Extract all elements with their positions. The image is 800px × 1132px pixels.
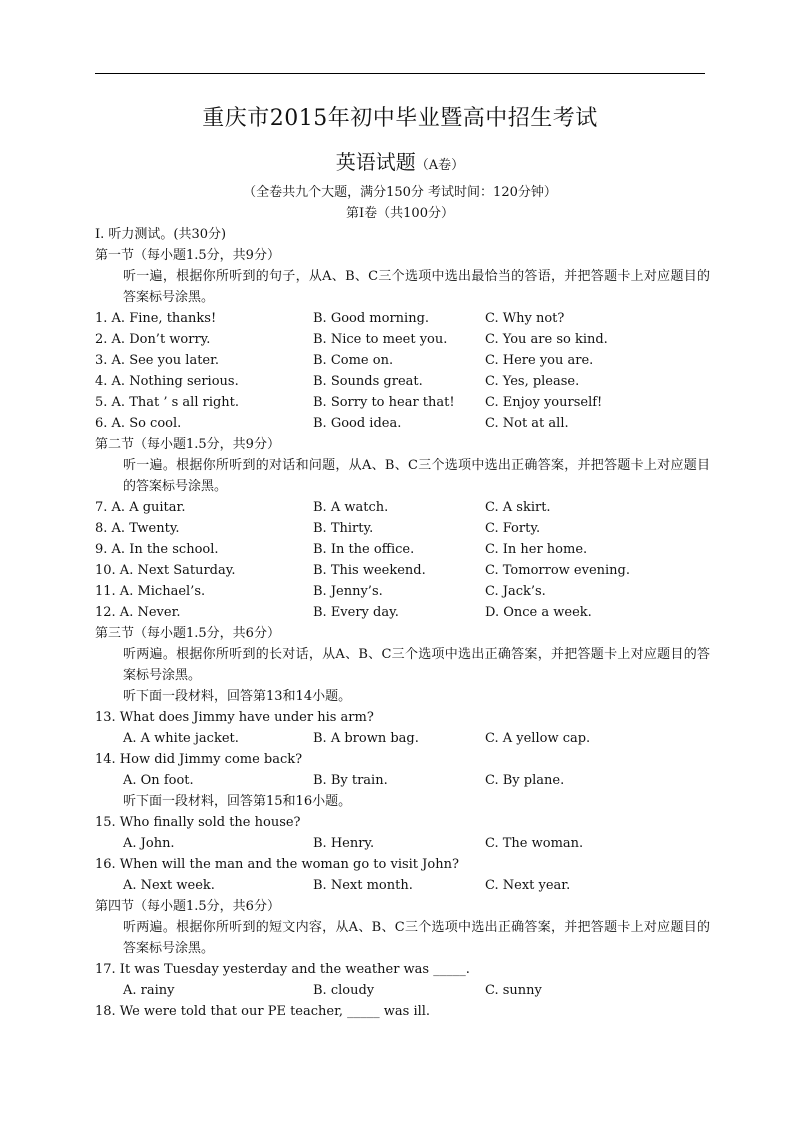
option-c: C. Tomorrow evening. [485, 563, 630, 578]
section-title: 第二节（每小题1.5分，共9分） [95, 437, 280, 452]
question-row [95, 581, 710, 602]
option-b: B. Sounds great. [313, 374, 423, 389]
option-b: B. By train. [313, 773, 388, 788]
option-b: B. Good idea. [313, 416, 402, 431]
option-a: 4. A. Nothing serious. [95, 374, 239, 389]
option-b: B. A watch. [313, 500, 389, 515]
section-title: 第四节（每小题1.5分，共6分） [95, 899, 280, 914]
option-c: C. Here you are. [485, 353, 594, 368]
part-title: I. 听力测试。(共30分) [95, 227, 227, 242]
question-stem: 13. What does Jimmy have under his arm? [95, 710, 374, 725]
question-row [95, 728, 710, 749]
question-stem: 18. We were told that our PE teacher, _____ was ill. [95, 1004, 431, 1019]
volume-title: 第Ⅰ卷（共100分） [346, 206, 454, 221]
option-b: B. Nice to meet you. [313, 332, 448, 347]
option-b: B. In the office. [313, 542, 415, 557]
option-c: C. A skirt. [485, 500, 551, 515]
option-c: C. The woman. [485, 836, 584, 851]
question-row [95, 308, 710, 329]
question-row [95, 560, 710, 581]
question-row [95, 371, 710, 392]
section-instruction: 听两遍。根据你所听到的长对话，从A、B、C三个选项中选出正确答案，并把答题卡上对应题目的答案标号涂黑。 [123, 647, 710, 683]
option-b: B. Sorry to hear that! [313, 395, 455, 410]
option-b: B. Come on. [313, 353, 394, 368]
option-b: B. Good morning. [313, 311, 430, 326]
question-row [95, 980, 710, 1001]
option-a: 5. A. That ’ s all right. [95, 395, 240, 410]
option-c: D. Once a week. [485, 605, 592, 620]
question-row [95, 602, 710, 623]
passage-note: 听下面一段材料，回答第13和14小题。 [123, 689, 352, 704]
option-c: C. In her home. [485, 542, 588, 557]
option-c: C. Forty. [485, 521, 541, 536]
option-a: 9. A. In the school. [95, 542, 219, 557]
question-stem: 16. When will the man and the woman go to visit John? [95, 857, 459, 872]
option-a: A. A white jacket. [123, 731, 239, 746]
option-a: 7. A. A guitar. [95, 500, 186, 515]
option-c: C. Yes, please. [485, 374, 580, 389]
option-c: C. Jack’s. [485, 584, 546, 599]
question-row [95, 518, 710, 539]
option-c: C. Next year. [485, 878, 571, 893]
header-rule [95, 73, 705, 74]
question-row [95, 392, 710, 413]
option-a: A. John. [123, 836, 175, 851]
question-row [95, 770, 710, 791]
option-c: C. sunny [485, 983, 542, 998]
exam-body [95, 224, 710, 1022]
question-row [95, 833, 710, 854]
option-c: C. Enjoy yourself! [485, 395, 603, 410]
section-instruction: 听一遍。根据你所听到的对话和问题，从A、B、C三个选项中选出正确答案，并把答题卡上对应题目的答案标号涂黑。 [123, 458, 710, 494]
option-a: A. On foot. [123, 773, 194, 788]
option-a: 1. A. Fine, thanks! [95, 311, 217, 326]
option-b: B. Henry. [313, 836, 375, 851]
section-instruction: 听两遍。根据你所听到的短文内容，从A、B、C三个选项中选出正确答案，并把答题卡上对应题目的答案标号涂黑。 [123, 920, 710, 956]
question-stem: 15. Who finally sold the house? [95, 815, 301, 830]
option-c: C. Not at all. [485, 416, 569, 431]
exam-title: 重庆市2015年初中毕业暨高中招生考试 [202, 106, 598, 131]
question-row [95, 875, 710, 896]
option-c: C. You are so kind. [485, 332, 608, 347]
section-title: 第三节（每小题1.5分，共6分） [95, 626, 280, 641]
option-a: 6. A. So cool. [95, 416, 182, 431]
option-a: 11. A. Michael’s. [95, 584, 206, 599]
option-a: 8. A. Twenty. [95, 521, 180, 536]
option-b: B. Thirty. [313, 521, 374, 536]
option-c: C. Why not? [485, 311, 565, 326]
passage-note: 听下面一段材料，回答第15和16小题。 [123, 794, 352, 809]
option-a: 3. A. See you later. [95, 353, 220, 368]
option-a: 12. A. Never. [95, 605, 181, 620]
option-b: B. A brown bag. [313, 731, 419, 746]
question-stem: 17. It was Tuesday yesterday and the weather was _____. [95, 962, 470, 977]
section-title: 第一节（每小题1.5分，共9分） [95, 248, 280, 263]
question-row [95, 539, 710, 560]
option-b: B. Next month. [313, 878, 413, 893]
option-a: 10. A. Next Saturday. [95, 563, 236, 578]
question-row [95, 350, 710, 371]
option-a: A. Next week. [123, 878, 215, 893]
question-stem: 14. How did Jimmy come back? [95, 752, 303, 767]
option-b: B. Every day. [313, 605, 399, 620]
question-row [95, 329, 710, 350]
paper-version: （A卷） [415, 158, 465, 173]
option-b: B. cloudy [313, 983, 375, 998]
subject-title: 英语试题 [335, 150, 416, 174]
option-a: A. rainy [123, 983, 175, 998]
option-c: C. By plane. [485, 773, 565, 788]
question-row [95, 413, 710, 434]
option-c: C. A yellow cap. [485, 731, 591, 746]
option-a: 2. A. Don’t worry. [95, 332, 211, 347]
exam-info: （全卷共九个大题，满分150分 考试时间：120分钟） [243, 185, 557, 200]
option-b: B. This weekend. [313, 563, 426, 578]
option-b: B. Jenny’s. [313, 584, 383, 599]
section-instruction: 听一遍，根据你所听到的句子，从A、B、C三个选项中选出最恰当的答语，并把答题卡上对应题目的答案标号涂黑。 [123, 269, 710, 305]
question-row [95, 497, 710, 518]
paper-subtitle [0, 148, 800, 180]
